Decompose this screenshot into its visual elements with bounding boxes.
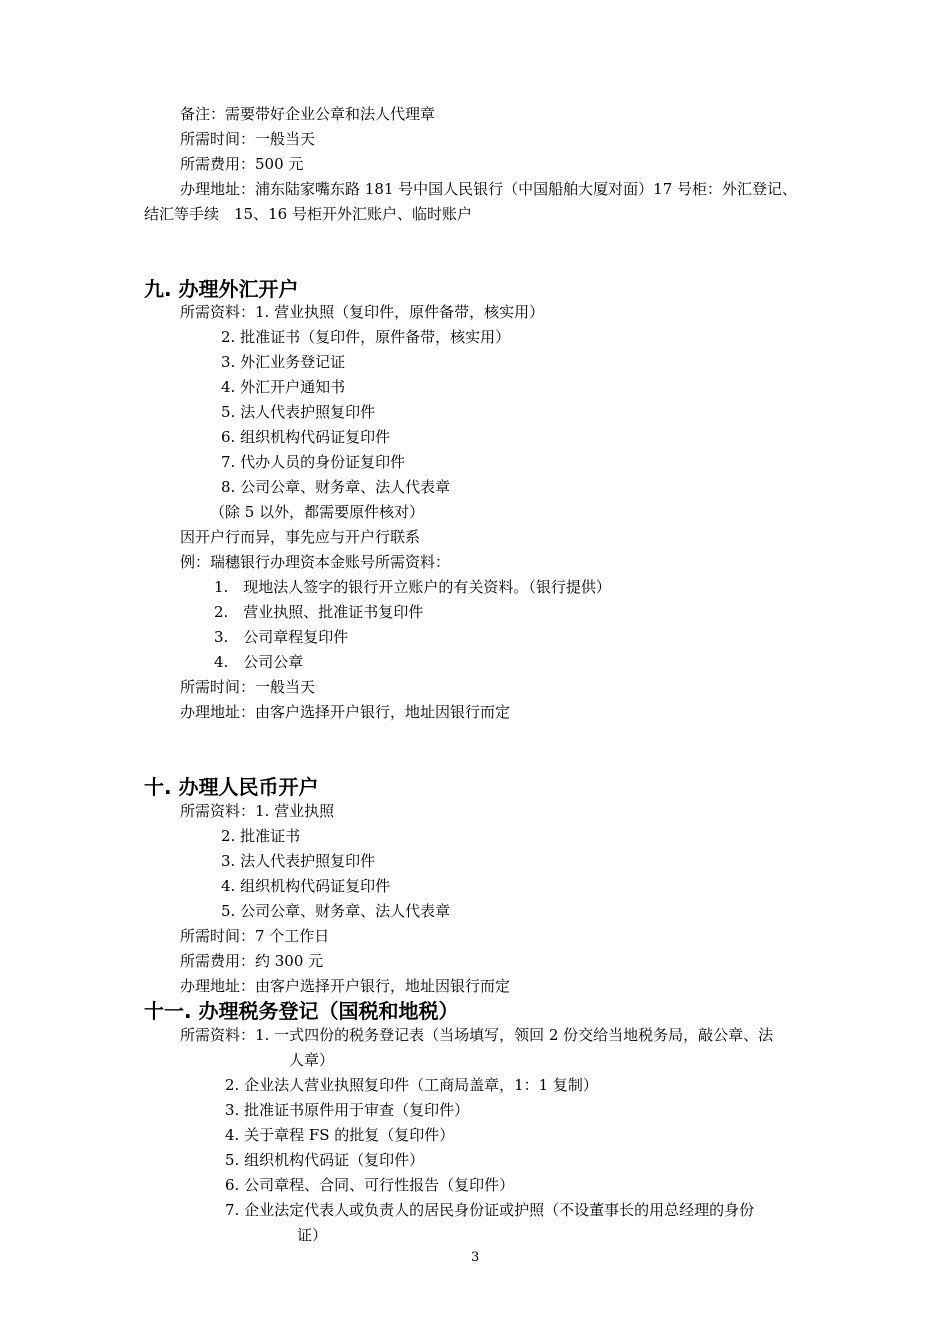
- section-11-material-item: 5. 组织机构代码证（复印件）: [225, 1151, 425, 1169]
- section-10-address: 办理地址：由客户选择开户银行，地址因银行而定: [180, 977, 511, 995]
- section-10-material-item: 3. 法人代表护照复印件: [221, 852, 376, 870]
- note-line: 备注：需要带好企业公章和法人代理章: [180, 105, 436, 123]
- page-number: 3: [471, 1250, 480, 1265]
- fee-line: 所需费用：500 元: [180, 155, 304, 173]
- section-11-materials-first: 所需资料：1. 一式四份的税务登记表（当场填写，领回 2 份交给当地税务局，敲公章、法: [180, 1026, 774, 1044]
- address-line-continued: 结汇等手续 15、16 号柜开外汇账户、临时账户: [144, 205, 472, 223]
- section-11-material-item: 6. 公司章程、合同、可行性报告（复印件）: [225, 1176, 515, 1194]
- section-9-materials-note: （除 5 以外，都需要原件核对）: [210, 503, 425, 521]
- section-9-material-item: 7. 代办人员的身份证复印件: [221, 453, 406, 471]
- section-9-example-item: 3. 公司章程复印件: [214, 628, 349, 646]
- section-11-item-7: 7. 企业法定代表人或负责人的居民身份证或护照（不设董事长的用总经理的身份: [225, 1201, 755, 1219]
- section-9-example-item: 4. 公司公章: [214, 653, 304, 671]
- section-11-material-item: 3. 批准证书原件用于审查（复印件）: [225, 1101, 470, 1119]
- section-10-materials-first: 所需资料：1. 营业执照: [180, 802, 335, 820]
- section-11-materials-first-continued: 人章）: [289, 1051, 335, 1069]
- section-9-bank-note: 因开户行而异，事先应与开户行联系: [180, 528, 421, 546]
- section-9-material-item: 2. 批准证书（复印件，原件备带，核实用）: [221, 328, 511, 346]
- section-9-material-item: 4. 外汇开户通知书: [221, 378, 346, 396]
- section-11-material-item: 4. 关于章程 FS 的批复（复印件）: [225, 1126, 455, 1144]
- section-11-item-7-continued: 证）: [297, 1226, 328, 1244]
- time-line: 所需时间：一般当天: [180, 130, 316, 148]
- section-10-material-item: 2. 批准证书: [221, 827, 301, 845]
- section-9-materials-first: 所需资料：1. 营业执照（复印件，原件备带，核实用）: [180, 303, 545, 321]
- section-9-material-item: 5. 法人代表护照复印件: [221, 403, 376, 421]
- section-9-example: 例：瑞穗银行办理资本金账号所需资料：: [180, 553, 451, 571]
- address-line: 办理地址：浦东陆家嘴东路 181 号中国人民银行（中国船舶大厦对面）17 号柜：外汇登记、: [180, 180, 798, 198]
- section-9-time: 所需时间：一般当天: [180, 678, 316, 696]
- section-10-time: 所需时间：7 个工作日: [180, 927, 330, 945]
- section-11-material-item: 2. 企业法人营业执照复印件（工商局盖章，1：1 复制）: [225, 1076, 598, 1094]
- section-10-material-item: 4. 组织机构代码证复印件: [221, 877, 391, 895]
- section-10-title: 十. 办理人民币开户: [144, 775, 319, 799]
- section-9-example-item: 1. 现地法人签字的银行开立账户的有关资料。（银行提供）: [214, 578, 611, 596]
- section-10-material-item: 5. 公司公章、财务章、法人代表章: [221, 902, 451, 920]
- section-10-fee: 所需费用：约 300 元: [180, 952, 324, 970]
- section-9-material-item: 6. 组织机构代码证复印件: [221, 428, 391, 446]
- section-9-material-item: 8. 公司公章、财务章、法人代表章: [221, 478, 451, 496]
- section-9-material-item: 3. 外汇业务登记证: [221, 353, 346, 371]
- section-11-title: 十一. 办理税务登记（国税和地税）: [144, 999, 459, 1023]
- section-9-address: 办理地址：由客户选择开户银行，地址因银行而定: [180, 703, 511, 721]
- section-9-example-item: 2. 营业执照、批准证书复印件: [214, 603, 424, 621]
- section-9-title: 九. 办理外汇开户: [144, 277, 299, 301]
